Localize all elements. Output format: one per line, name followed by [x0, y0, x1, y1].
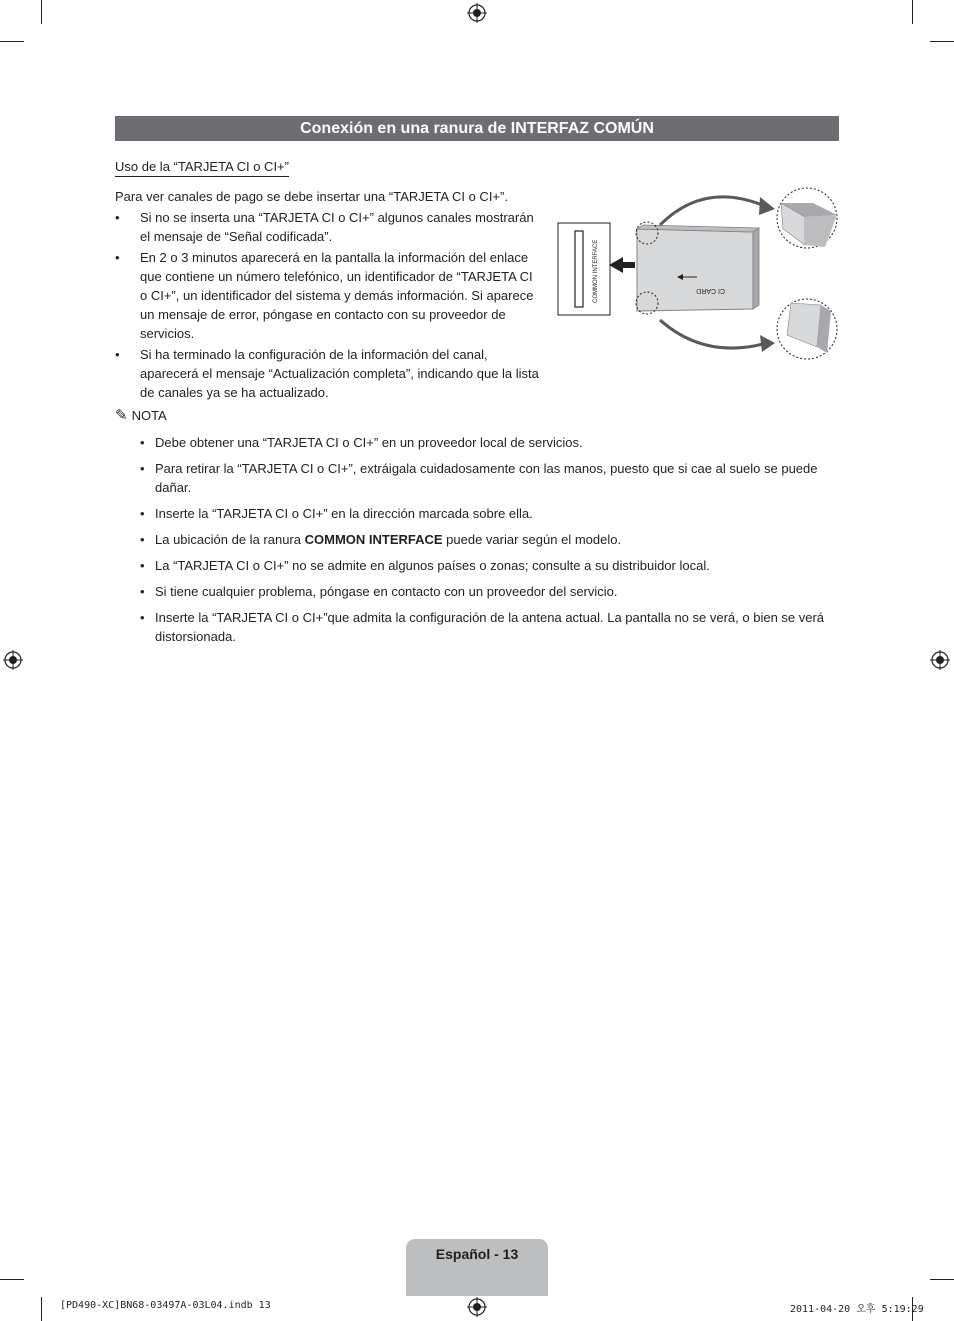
list-item	[140, 530, 830, 549]
bullet-symbol: •	[115, 210, 120, 225]
list-item	[115, 208, 540, 246]
crop-mark	[930, 41, 954, 42]
crop-mark	[41, 0, 42, 24]
nota-heading	[115, 406, 167, 425]
note-text-bold: COMMON INTERFACE	[304, 532, 443, 547]
bullet-symbol: •	[115, 347, 120, 362]
page-number-tab: Español - 13	[406, 1239, 548, 1296]
subheading: Uso de la “TARJETA CI o CI+”	[115, 159, 289, 177]
insert-arrow-icon	[609, 257, 635, 273]
note-text: Si tiene cualquier problema, póngase en contacto con un proveedor del servicio.	[155, 584, 618, 599]
registration-mark-icon	[930, 650, 950, 670]
note-text: Debe obtener una “TARJETA CI o CI+” en un proveedor local de servicios.	[155, 435, 583, 450]
note-bullet: •	[140, 610, 145, 625]
ci-card-illustration	[555, 185, 840, 360]
list-item	[140, 504, 830, 523]
list-item	[140, 582, 830, 601]
registration-mark-icon	[3, 650, 23, 670]
section-title: Conexión en una ranura de INTERFAZ COMÚN	[115, 116, 839, 141]
bullet-text: Si ha terminado la configuración de la información del canal, aparecerá el mensaje “Actualización completa”, indicando que la lista de canales ya se ha actualizado.	[140, 347, 539, 400]
bullet-symbol: •	[115, 250, 120, 265]
crop-mark	[0, 1279, 24, 1280]
notes-list	[140, 433, 830, 653]
list-item	[140, 433, 830, 452]
note-text-before: La ubicación de la ranura	[155, 532, 305, 547]
registration-mark-icon	[467, 3, 487, 23]
note-bullet: •	[140, 461, 145, 476]
list-item	[115, 248, 540, 343]
print-imprint-file: [PD490-XC]BN68-03497A-03L04.indb 13	[60, 1300, 271, 1311]
bullet-list	[115, 208, 540, 404]
registration-mark-icon	[467, 1297, 487, 1317]
pencil-icon: ✎	[115, 407, 128, 424]
crop-mark	[930, 1279, 954, 1280]
crop-mark	[41, 1297, 42, 1321]
bullet-text: Si no se inserta una “TARJETA CI o CI+” algunos canales mostrarán el mensaje de “Señal codificada”.	[140, 210, 534, 244]
list-item	[140, 608, 830, 646]
note-bullet: •	[140, 532, 145, 547]
list-item	[140, 556, 830, 575]
crop-mark	[0, 41, 24, 42]
note-text: Inserte la “TARJETA CI o CI+” en la dirección marcada sobre ella.	[155, 506, 533, 521]
note-bullet: •	[140, 584, 145, 599]
print-imprint-date: 2011-04-20 오후 5:19:29	[790, 1304, 924, 1315]
note-text: Inserte la “TARJETA CI o CI+”que admita la configuración de la antena actual. La pantalla no se verá, o bien se verá distorsionada.	[155, 610, 825, 644]
card-label: CI CARD	[696, 287, 725, 294]
note-text: La “TARJETA CI o CI+” no se admite en algunos países o zonas; consulte a su distribuidor local.	[155, 558, 710, 573]
nota-label: NOTA	[131, 408, 167, 423]
bullet-text: En 2 o 3 minutos aparecerá en la pantalla la información del enlace que contiene un número telefónico, un identificador de “TARJETA CI o CI+”, un identificador del sistema y demás información. Si aparece un mensaje de error, póngase en contacto con su proveedor de servicios.	[140, 250, 534, 341]
note-bullet: •	[140, 506, 145, 521]
list-item	[115, 345, 540, 402]
note-text: Para retirar la “TARJETA CI o CI+”, extráigala cuidadosamente con las manos, puesto que si cae al suelo se puede dañar.	[155, 461, 818, 495]
note-bullet: •	[140, 435, 145, 450]
note-text-after: puede variar según el modelo.	[442, 532, 622, 547]
intro-text: Para ver canales de pago se debe insertar una “TARJETA CI o CI+”.	[115, 189, 508, 204]
slot-label: COMMON INTERFACE	[593, 239, 599, 303]
crop-mark	[912, 0, 913, 24]
list-item	[140, 459, 830, 497]
note-bullet: •	[140, 558, 145, 573]
